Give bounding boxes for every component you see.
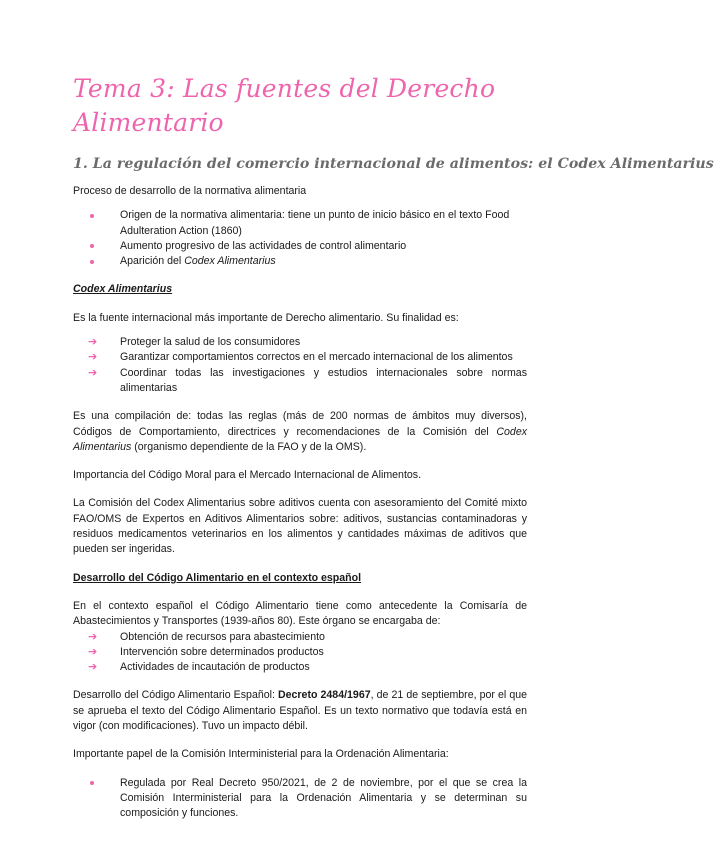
list-item: ➔ Proteger la salud de los consumidores xyxy=(88,335,527,350)
codex-paragraph-3: Importancia del Código Moral para el Mercado Internacional de Alimentos. xyxy=(73,469,422,482)
spain-paragraph-2: Desarrollo del Código Alimentario Español: Decreto 2484/1967, de 21 de septiembre, por el que se aprueba el texto del Código Alimentario Español. Es un texto normativo que todavía está en vigor (con modificaciones). Tuvo un impacto débil. xyxy=(73,689,528,733)
list-item: Regulada por Real Decreto 950/2021, de 2 de noviembre, por el que se crea la Comisión Interministerial para la Ordenación Alimentaria y se determinan su composición y funciones. xyxy=(88,776,527,822)
list-item: Origen de la normativa alimentaria: tiene un punto de inicio básico en el texto Food Adulteration Action (1860) xyxy=(88,208,527,239)
list-item: ➔ Actividades de incautación de productos xyxy=(88,660,527,675)
right-arrow-icon: ➔ xyxy=(88,351,98,364)
spain-final-list xyxy=(73,776,527,822)
right-arrow-icon: ➔ xyxy=(88,630,98,643)
intro-paragraph: Proceso de desarrollo de la normativa alimentaria xyxy=(73,185,307,197)
document-title: Tema 3: Las fuentes del Derecho Alimentario xyxy=(73,74,496,137)
codex-heading: Codex Alimentarius xyxy=(73,283,173,296)
list-item: ➔ Garantizar comportamientos correctos en el mercado internacional de los alimentos xyxy=(88,350,527,365)
codex-paragraph-2: Es una compilación de: todas las reglas (más de 200 normas de ámbitos muy diversos), Códigos de Comportamiento, directrices y recomendaciones de la Comisión del Codex Alimentarius (organismo dependiente de la FAO y de la OMS). xyxy=(73,410,528,453)
codex-paragraph-4: La Comisión del Codex Alimentarius sobre aditivos cuenta con asesoramiento del Comité mixto FAO/OMS de Expertos en Aditivos Alimentarios sobre: aditivos, sustancias contaminadoras y residuos medicamentos veterinarios en los alimentos y cantidades máximas de aditivos que pueden ser ingeridas. xyxy=(73,497,527,556)
list-item: ➔ Coordinar todas las investigaciones y estudios internacionales sobre normas alimentarias xyxy=(88,366,527,394)
section-subtitle: 1. La regulación del comercio internacional de alimentos: el Codex Alimentarius xyxy=(73,156,714,172)
list-item: Aparición del Codex Alimentarius xyxy=(88,254,527,269)
list-item: Aumento progresivo de las actividades de control alimentario xyxy=(88,239,527,254)
codex-aims-list xyxy=(73,335,527,396)
right-arrow-icon: ➔ xyxy=(88,366,98,379)
spain-paragraph-1: En el contexto español el Código Alimentario tiene como antecedente la Comisaría de Abastecimientos y Transportes (1939-años 80). Este órgano se encargaba de: xyxy=(73,599,527,628)
right-arrow-icon: ➔ xyxy=(88,645,98,658)
right-arrow-icon: ➔ xyxy=(88,336,98,349)
list-item: ➔ Obtención de recursos para abastecimiento xyxy=(88,630,527,645)
right-arrow-icon: ➔ xyxy=(88,661,98,674)
spain-list xyxy=(73,630,527,676)
spain-paragraph-3: Importante papel de la Comisión Interministerial para la Ordenación Alimentaria: xyxy=(73,748,449,761)
intro-list xyxy=(73,208,527,269)
codex-paragraph-1: Es la fuente internacional más importante de Derecho alimentario. Su finalidad es: xyxy=(73,311,459,324)
list-item: ➔ Intervención sobre determinados productos xyxy=(88,645,527,660)
spain-heading: Desarrollo del Código Alimentario en el contexto español xyxy=(73,571,362,584)
